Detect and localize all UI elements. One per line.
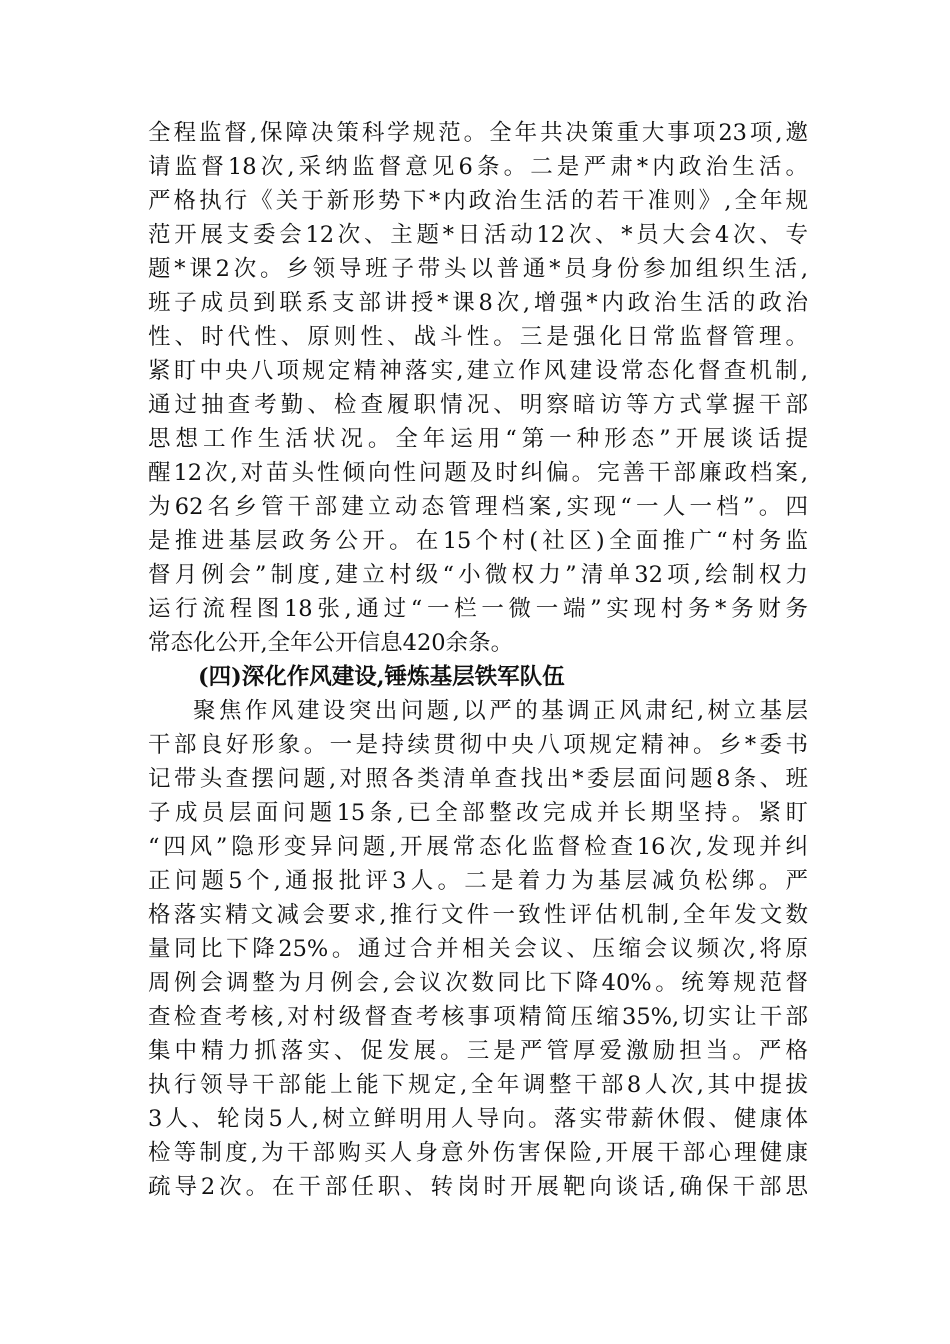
text-line: 执行领导干部能上能下规定,全年调整干部8人次,其中提拔 (148, 1072, 808, 1098)
text-line: 为62名乡管干部建立动态管理档案,实现“一人一档”。四 (148, 494, 808, 520)
paragraph-1 (148, 116, 808, 660)
text-line: 记带头查摆问题,对照各类清单查找出*委层面问题8条、班 (148, 766, 808, 792)
section-heading: (四)深化作风建设,锤炼基层铁军队伍 (198, 664, 565, 690)
text-line: 请监督18次,采纳监督意见6条。二是严肃*内政治生活。 (148, 154, 808, 180)
text-line: 疏导2次。在干部任职、转岗时开展靶向谈话,确保干部思 (148, 1174, 808, 1200)
text-line: 3人、轮岗5人,树立鲜明用人导向。落实带薪休假、健康体 (148, 1106, 808, 1132)
text-line: 子成员层面问题15条,已全部整改完成并长期坚持。紧盯 (148, 800, 808, 826)
text-line: 严格执行《关于新形势下*内政治生活的若干准则》,全年规 (148, 188, 808, 214)
text-line: 通过抽查考勤、检查履职情况、明察暗访等方式掌握干部 (148, 392, 808, 418)
text-line: 查检查考核,对村级督查考核事项精简压缩35%,切实让干部 (148, 1004, 808, 1030)
text-line: 量同比下降25%。通过合并相关会议、压缩会议频次,将原 (148, 936, 808, 962)
text-line: “四风”隐形变异问题,开展常态化监督检查16次,发现并纠 (148, 834, 808, 860)
paragraph-2 (148, 694, 808, 1204)
text-line: 性、时代性、原则性、战斗性。三是强化日常监督管理。 (148, 324, 808, 350)
text-line: 思想工作生活状况。全年运用“第一种形态”开展谈话提 (148, 426, 808, 452)
text-line: 范开展支委会12次、主题*日活动12次、*员大会4次、专 (148, 222, 808, 248)
text-line: 全程监督,保障决策科学规范。全年共决策重大事项23项,邀 (148, 120, 808, 146)
document-body (148, 116, 808, 1204)
text-line: 格落实精文减会要求,推行文件一致性评估机制,全年发文数 (148, 902, 808, 928)
text-line: 运行流程图18张,通过“一栏一微一端”实现村务*务财务 (148, 596, 808, 622)
text-line: 班子成员到联系支部讲授*课8次,增强*内政治生活的政治 (148, 290, 808, 316)
text-line: 正问题5个,通报批评3人。二是着力为基层减负松绑。严 (148, 868, 808, 894)
text-line: 醒12次,对苗头性倾向性问题及时纠偏。完善干部廉政档案, (148, 460, 808, 486)
text-line: 督月例会”制度,建立村级“小微权力”清单32项,绘制权力 (148, 562, 808, 588)
text-line: 是推进基层政务公开。在15个村(社区)全面推广“村务监 (148, 528, 808, 554)
text-line: 常态化公开,全年公开信息420余条。 (148, 630, 514, 656)
text-line: 周例会调整为月例会,会议次数同比下降40%。统筹规范督 (148, 970, 808, 996)
text-line: 题*课2次。乡领导班子带头以普通*员身份参加组织生活, (148, 256, 808, 282)
text-line: 干部良好形象。一是持续贯彻中央八项规定精神。乡*委书 (148, 732, 808, 758)
text-line: 集中精力抓落实、促发展。三是严管厚爱激励担当。严格 (148, 1038, 808, 1064)
text-line: 紧盯中央八项规定精神落实,建立作风建设常态化督查机制, (148, 358, 808, 384)
text-line: 检等制度,为干部购买人身意外伤害保险,开展干部心理健康 (148, 1140, 808, 1166)
text-line: 聚焦作风建设突出问题,以严的基调正风肃纪,树立基层 (193, 698, 808, 724)
